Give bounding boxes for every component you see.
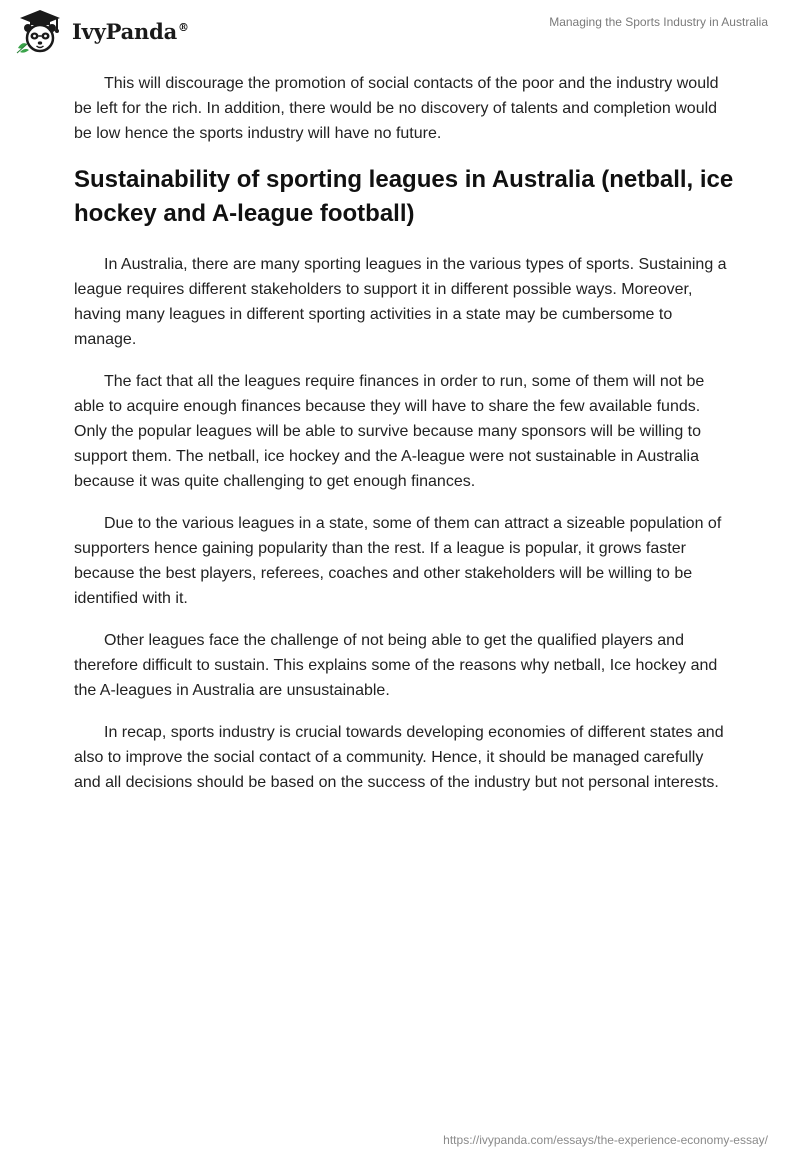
registered-mark: ® [178, 20, 189, 34]
page-header [0, 0, 800, 62]
source-url-link[interactable]: https://ivypanda.com/essays/the-experience-economy-essay/ [443, 1133, 768, 1147]
brand-name: IvyPanda® [72, 18, 189, 44]
paragraph: Other leagues face the challenge of not being able to get the qualified players and therefore difficult to sustain. This explains some of the reasons why netball, Ice hockey and the A-leagues in Australia are unsustainable. [74, 632, 718, 699]
section-heading: Sustainability of sporting leagues in Australia (netball, ice hockey and A-league football) [74, 166, 734, 227]
paragraph: The fact that all the leagues require finances in order to run, some of them will not be able to acquire enough finances because they will have to share the few available funds. Only the popular leagues will be able to survive because many sponsors will be willing to support them. The netball, ice hockey and the A-league were not sustainable in Australia because it was quite challenging to get enough finances. [74, 373, 705, 490]
ivypanda-logo[interactable] [14, 8, 189, 54]
article-body [74, 71, 734, 812]
intro-paragraph: This will discourage the promotion of social contacts of the poor and the industry would be left for the rich. In addition, there would be no discovery of talents and completion would be low hence the sports industry will have no future. [74, 75, 719, 142]
document-title: Managing the Sports Industry in Australia [549, 15, 768, 29]
paragraph: Due to the various leagues in a state, some of them can attract a sizeable population of supporters hence gaining popularity than the rest. If a league is popular, it grows faster because the best players, referees, coaches and other stakeholders will be willing to be identified with it. [74, 515, 722, 607]
paragraph: In Australia, there are many sporting leagues in the various types of sports. Sustaining a league requires different stakeholders to support it in different possible ways. Moreover, having many leagues in different sporting activities in a state may be cumbersome to manage. [74, 256, 727, 348]
paragraph: In recap, sports industry is crucial towards developing economies of different states and also to improve the social contact of a community. Hence, it should be managed carefully and all decisions should be based on the success of the industry but not personal interests. [74, 724, 724, 791]
panda-logo-icon [14, 8, 66, 54]
